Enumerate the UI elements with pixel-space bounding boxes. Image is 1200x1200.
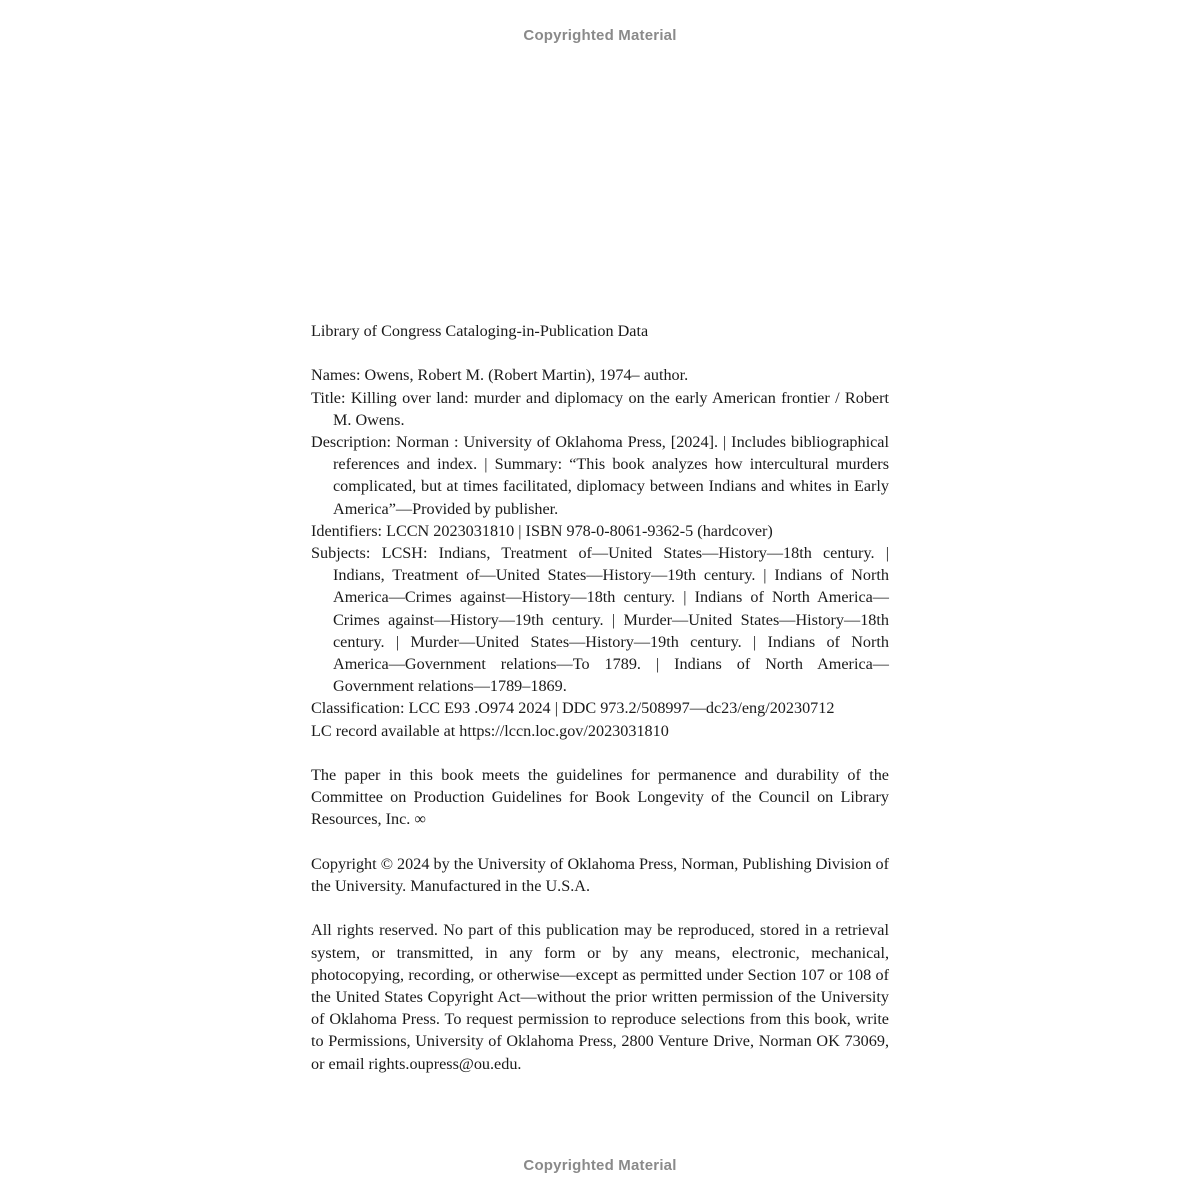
paper-permanence-statement: The paper in this book meets the guidelines for permanence and durability of the Committee on Production Guidelines for Book Longevity of the Council on Library Resources, Inc. ∞: [311, 766, 889, 829]
cip-lc-record: LC record available at https://lccn.loc.gov/2023031810: [311, 721, 669, 740]
copyright-page: [311, 320, 889, 1075]
cip-subjects: Subjects: LCSH: Indians, Treatment of—United States—History—18th century. | Indians, Treatment of—United States—History—19th century. | Indians of North America—Crimes against—History—18th century. | Indians of North America—Crimes against—History—19th century. | Murder—United States—History—18th century. | Murder—United States—History—19th century. | Indians of North America—Government relations—To 1789. | Indians of North America—Government relations—1789–1869.: [311, 544, 889, 696]
copyrighted-material-watermark-top: Copyrighted Material: [523, 27, 677, 44]
cip-description: Description: Norman : University of Oklahoma Press, [2024]. | Includes bibliographical references and index. | Summary: “This book analyzes how intercultural murders complicated, but at times facilitated, diplomacy between Indians and whites in Early America”—Provided by publisher.: [311, 433, 889, 518]
cip-heading: Library of Congress Cataloging-in-Publication Data: [311, 322, 649, 340]
copyright-statement: Copyright © 2024 by the University of Oklahoma Press, Norman, Publishing Division of the University. Manufactured in the U.S.A.: [311, 854, 889, 896]
cip-identifiers: Identifiers: LCCN 2023031810 | ISBN 978-0-8061-9362-5 (hardcover): [311, 521, 773, 540]
cip-names: Names: Owens, Robert M. (Robert Martin), 1974– author.: [311, 366, 689, 385]
rights-reserved-statement: All rights reserved. No part of this publication may be reproduced, stored in a retrieval system, or transmitted, in any form or by any means, electronic, mechanical, photocopying, recording, or otherwise—except as permitted under Section 107 or 108 of the United States Copyright Act—without the prior written permission of the University of Oklahoma Press. To request permission to reproduce selections from this book, write to Permissions, University of Oklahoma Press, 2800 Venture Drive, Norman OK 73069, or email rights.oupress@ou.edu.: [311, 921, 889, 1073]
cip-classification: Classification: LCC E93 .O974 2024 | DDC 973.2/508997—dc23/eng/20230712: [311, 699, 835, 718]
copyrighted-material-watermark-bottom: Copyrighted Material: [523, 1157, 677, 1174]
cip-title: Title: Killing over land: murder and diplomacy on the early American frontier / Robert M. Owens.: [311, 388, 889, 429]
cip-block: [311, 364, 889, 741]
